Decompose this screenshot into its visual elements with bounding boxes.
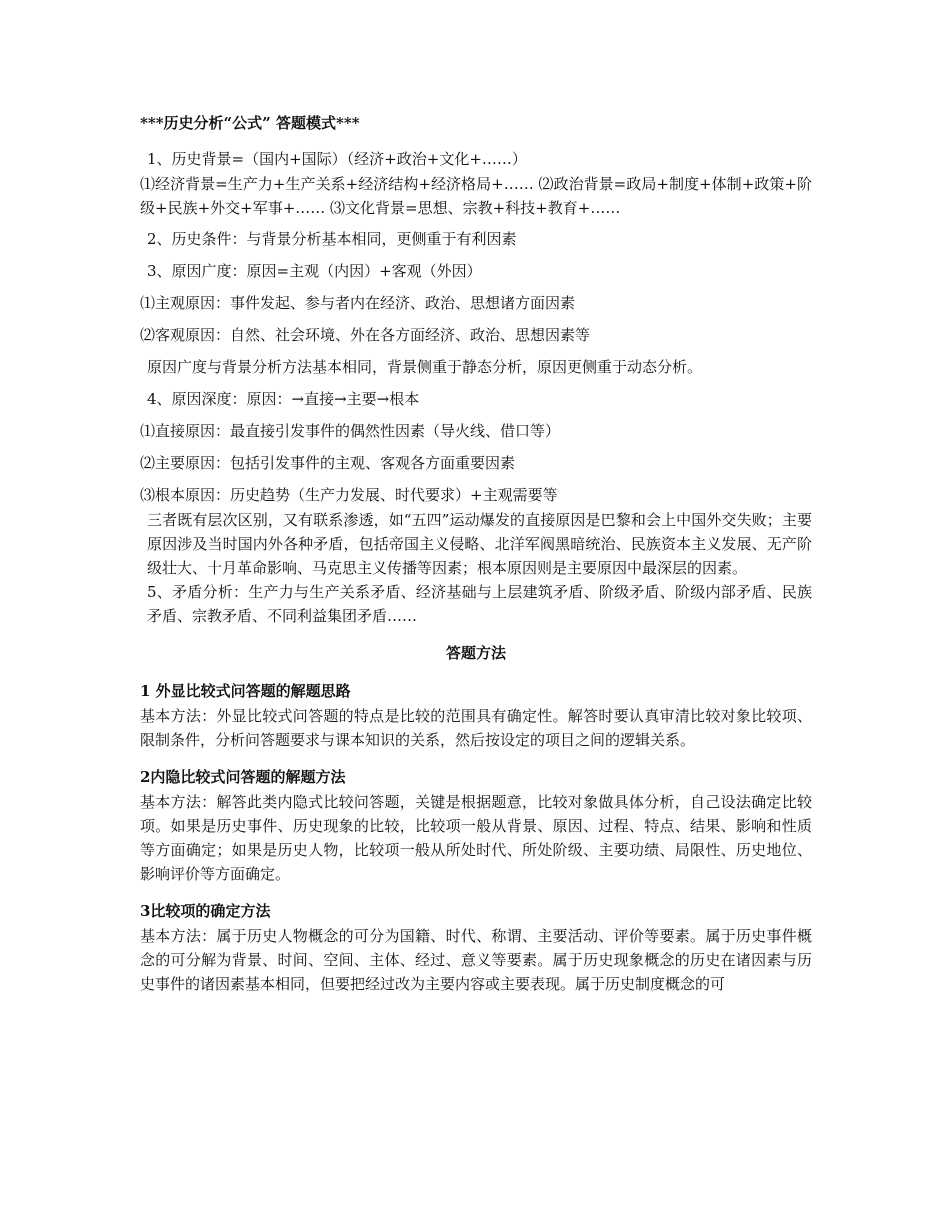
method-2-heading: 2内隐比较式问答题的解题方法 xyxy=(140,768,346,786)
method-2-body: 基本方法：解答此类内隐式比较问答题，关键是根据题意，比较对象做具体分析，自己设法确定比较项。如果是历史事件、历史现象的比较，比较项一般从背景、原因、过程、特点、结果、影响和性质等方面确定；如果是历史人物，比较项一般从所处时代、所处阶级、主要功绩、局限性、历史地位、影响评价等方面确定。 xyxy=(140,793,812,883)
section-4-heading: 4、原因深度：原因：→直接→主要→根本 xyxy=(147,390,420,408)
section-3-heading: 3、原因广度：原因=主观（内因）+客观（外因） xyxy=(147,262,482,280)
method-3-heading: 3比较项的确定方法 xyxy=(140,902,271,920)
section-4-note: 三者既有层次区别，又有联系渗透，如“五四”运动爆发的直接原因是巴黎和会上中国外交失败；主要原因涉及当时国内外各种矛盾，包括帝国主义侵略、北洋军阀黑暗统治、民族资本主义发展、无产阶级壮大、十月革命影响、马克思主义传播等因素；根本原因则是主要原因中最深层的因素。 xyxy=(147,511,812,577)
method-3-body: 基本方法：属于历史人物概念的可分为国籍、时代、称谓、主要活动、评价等要素。属于历史事件概念的可分解为背景、时间、空间、主体、经过、意义等要素。属于历史现象概念的历史在诸因素与历史事件的诸因素基本相同，但要把经过改为主要内容或主要表现。属于历史制度概念的可 xyxy=(140,927,812,993)
method-1-body: 基本方法：外显比较式问答题的特点是比较的范围具有确定性。解答时要认真审清比较对象比较项、限制条件，分析问答题要求与课本知识的关系，然后按设定的项目之间的逻辑关系。 xyxy=(140,707,812,749)
section-1-heading: 1、历史背景=（国内+国际）（经济+政治+文化+……） xyxy=(147,150,527,168)
section-2-heading: 2、历史条件：与背景分析基本相同，更侧重于有利因素 xyxy=(147,230,517,248)
section-1-detail: ⑴经济背景=生产力+生产关系+经济结构+经济格局+…… ⑵政治背景=政局+制度+体制+政策+阶级+民族+外交+军事+…… ⑶文化背景=思想、宗教+科技+教育+…… xyxy=(140,175,812,217)
section-4-item-b: ⑵主要原因：包括引发事件的主观、客观各方面重要因素 xyxy=(140,454,516,472)
section-4-item-c: ⑶根本原因：历史趋势（生产力发展、时代要求）+主观需要等 xyxy=(140,486,558,504)
section-4-item-a: ⑴直接原因：最直接引发事件的偶然性因素（导火线、借口等） xyxy=(140,422,561,440)
section-5-heading: 5、矛盾分析：生产力与生产关系矛盾、经济基础与上层建筑矛盾、阶级矛盾、阶级内部矛盾、民族矛盾、宗教矛盾、不同利益集团矛盾…… xyxy=(147,583,812,625)
section-3-item-b: ⑵客观原因：自然、社会环境、外在各方面经济、政治、思想因素等 xyxy=(140,326,591,344)
section-3-item-a: ⑴主观原因：事件发起、参与者内在经济、政治、思想诸方面因素 xyxy=(140,294,576,312)
methods-heading: 答题方法 xyxy=(445,644,506,662)
section-3-note: 原因广度与背景分析方法基本相同，背景侧重于静态分析，原因更侧重于动态分析。 xyxy=(147,358,703,376)
doc-title: ***历史分析“公式” 答题模式*** xyxy=(140,114,360,132)
method-1-heading: 1 外显比较式问答题的解题思路 xyxy=(140,682,351,700)
